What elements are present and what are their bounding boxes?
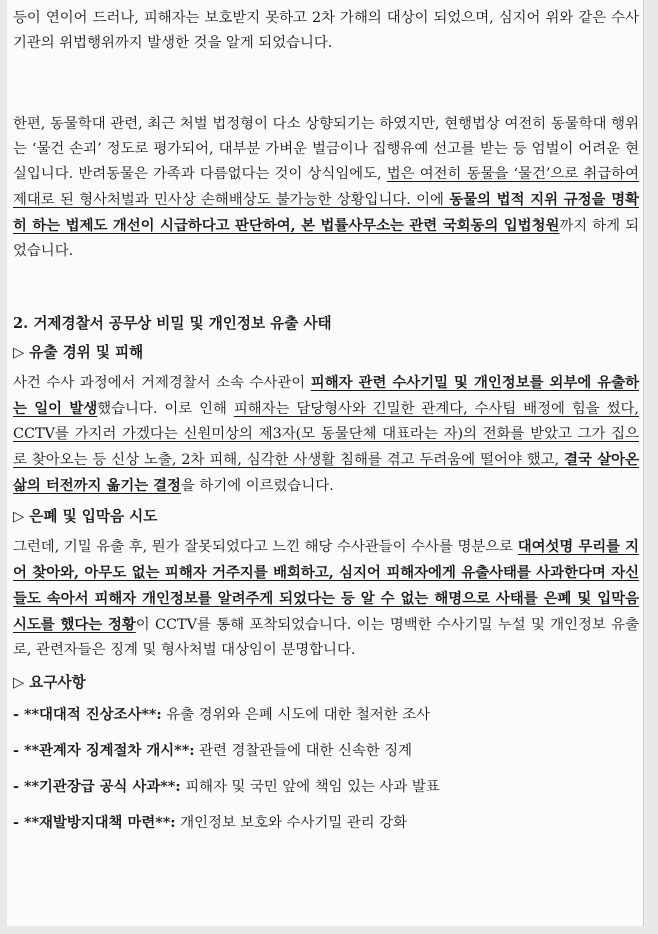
document-content (13, 6, 639, 847)
paragraph-coverup (13, 534, 639, 663)
requirement-text: 유출 경위와 은폐 시도에 대한 철저한 조사 (161, 707, 431, 723)
paragraph-leak (13, 370, 639, 499)
requirement-label: - **관계자 징계절차 개시**: (13, 742, 195, 759)
requirement-item (13, 739, 639, 763)
requirements-list (13, 703, 639, 835)
leak-emphasis-2: 결국 살아온 삶의 터전까지 옮기는 결정 (13, 451, 639, 494)
requirement-label: - **기관장급 공식 사과**: (13, 778, 181, 795)
subheading-coverup: ▷ 은폐 및 입막음 시도 (13, 508, 158, 525)
requirement-item (13, 811, 639, 835)
coverup-emphasis: 대여섯명 무리를 지어 찾아와, 아무도 없는 피해자 거주지를 배회하고, 심지어 피해자에게 유출사태를 사과한다며 자신들도 속아서 피해자 개인정보를 알려주게 되었다는 등 알 수 없는 해명으로 사태를 은폐 및 입막음 시도를 했다는 정황 (13, 538, 639, 633)
paragraph-intro (13, 6, 639, 56)
requirement-item (13, 775, 639, 799)
animal-law-text: 한편, 동물학대 관련, 최근 처벌 법정형이 다소 상향되기는 하였지만, 현행법상 여전히 동물학대 행위는 ‘물건 손괴’ 정도로 평가되어, 대부분 가벼운 벌금이나 집행유예 선고를 받는 등 엄벌이 어려운 현실입니다. 반려동물은 가족과 다름없다는 것이 상식임에도, (13, 116, 639, 182)
section-2-title: 2. 거제경찰서 공무상 비밀 및 개인정보 유출 사태 (13, 315, 332, 332)
leak-text-3: 을 하기에 이르렀습니다. (180, 478, 334, 494)
subheading-requirements: ▷ 요구사항 (13, 674, 86, 691)
paragraph-intro-text: 등이 연이어 드러나, 피해자는 보호받지 못하고 2차 가해의 대상이 되었으며, 심지어 위와 같은 수사기관의 위법행위까지 발생한 것을 알게 되었습니다. (13, 10, 639, 51)
leak-text-1: 사건 수사 과정에서 거제경찰서 소속 수사관이 (13, 375, 311, 391)
animal-law-emphasis: 동물의 법적 지위 규정을 명확히 하는 법제도 개선이 시급하다고 판단하여, 본 법률사무소는 관련 국회동의 입법청원 (13, 191, 639, 234)
leak-text-2: 했습니다. 이로 인해 (97, 401, 234, 417)
requirement-label: - **재발방지대책 마련**: (13, 814, 176, 831)
leak-emphasis-1: 피해자 관련 수사기밀 및 개인정보를 외부에 유출하는 일이 발생 (13, 374, 639, 417)
requirement-text: 관련 경찰관들에 대한 신속한 징계 (194, 743, 413, 759)
requirement-label: - **대대적 진상조사**: (13, 706, 162, 723)
animal-law-closing: 까지 하게 되었습니다. (13, 218, 639, 259)
paragraph-animal-law (13, 112, 639, 264)
leak-underlined: 피해자는 담당형사와 긴밀한 관계다, 수사팀 배정에 힘을 썼다, CCTV를 가지러 가겠다는 신원미상의 제3자(모 동물단체 대표라는 자)의 전화를 받았고 그가 집으로 찾아오는 등 신상 노출, 2차 피해, 심각한 사생활 침해를 겪고 두려움에 떨어야 했고, (13, 401, 639, 468)
coverup-text-2: 이 CCTV를 통해 포착되었습니다. 이는 명백한 수사기밀 누설 및 개인정보 유출로, 관련자들은 징계 및 형사처벌 대상임이 분명합니다. (13, 617, 639, 658)
coverup-text-1: 그런데, 기밀 유출 후, 뭔가 잘못되었다고 느낀 해당 수사관들이 수사를 명분으로 (13, 539, 518, 555)
requirement-item (13, 703, 639, 727)
animal-law-underlined: 법은 여전히 동물을 ‘물건’으로 취급하여 제대로 된 형사처벌과 민사상 손해배상도 불가능한 상황입니다. 이에 (13, 166, 639, 208)
subheading-leak-details: ▷ 유출 경위 및 피해 (13, 344, 144, 361)
document-page (7, 0, 644, 926)
requirement-text: 피해자 및 국민 앞에 책임 있는 사과 발표 (180, 779, 440, 795)
requirement-text: 개인정보 보호와 수사기밀 관리 강화 (175, 815, 408, 831)
